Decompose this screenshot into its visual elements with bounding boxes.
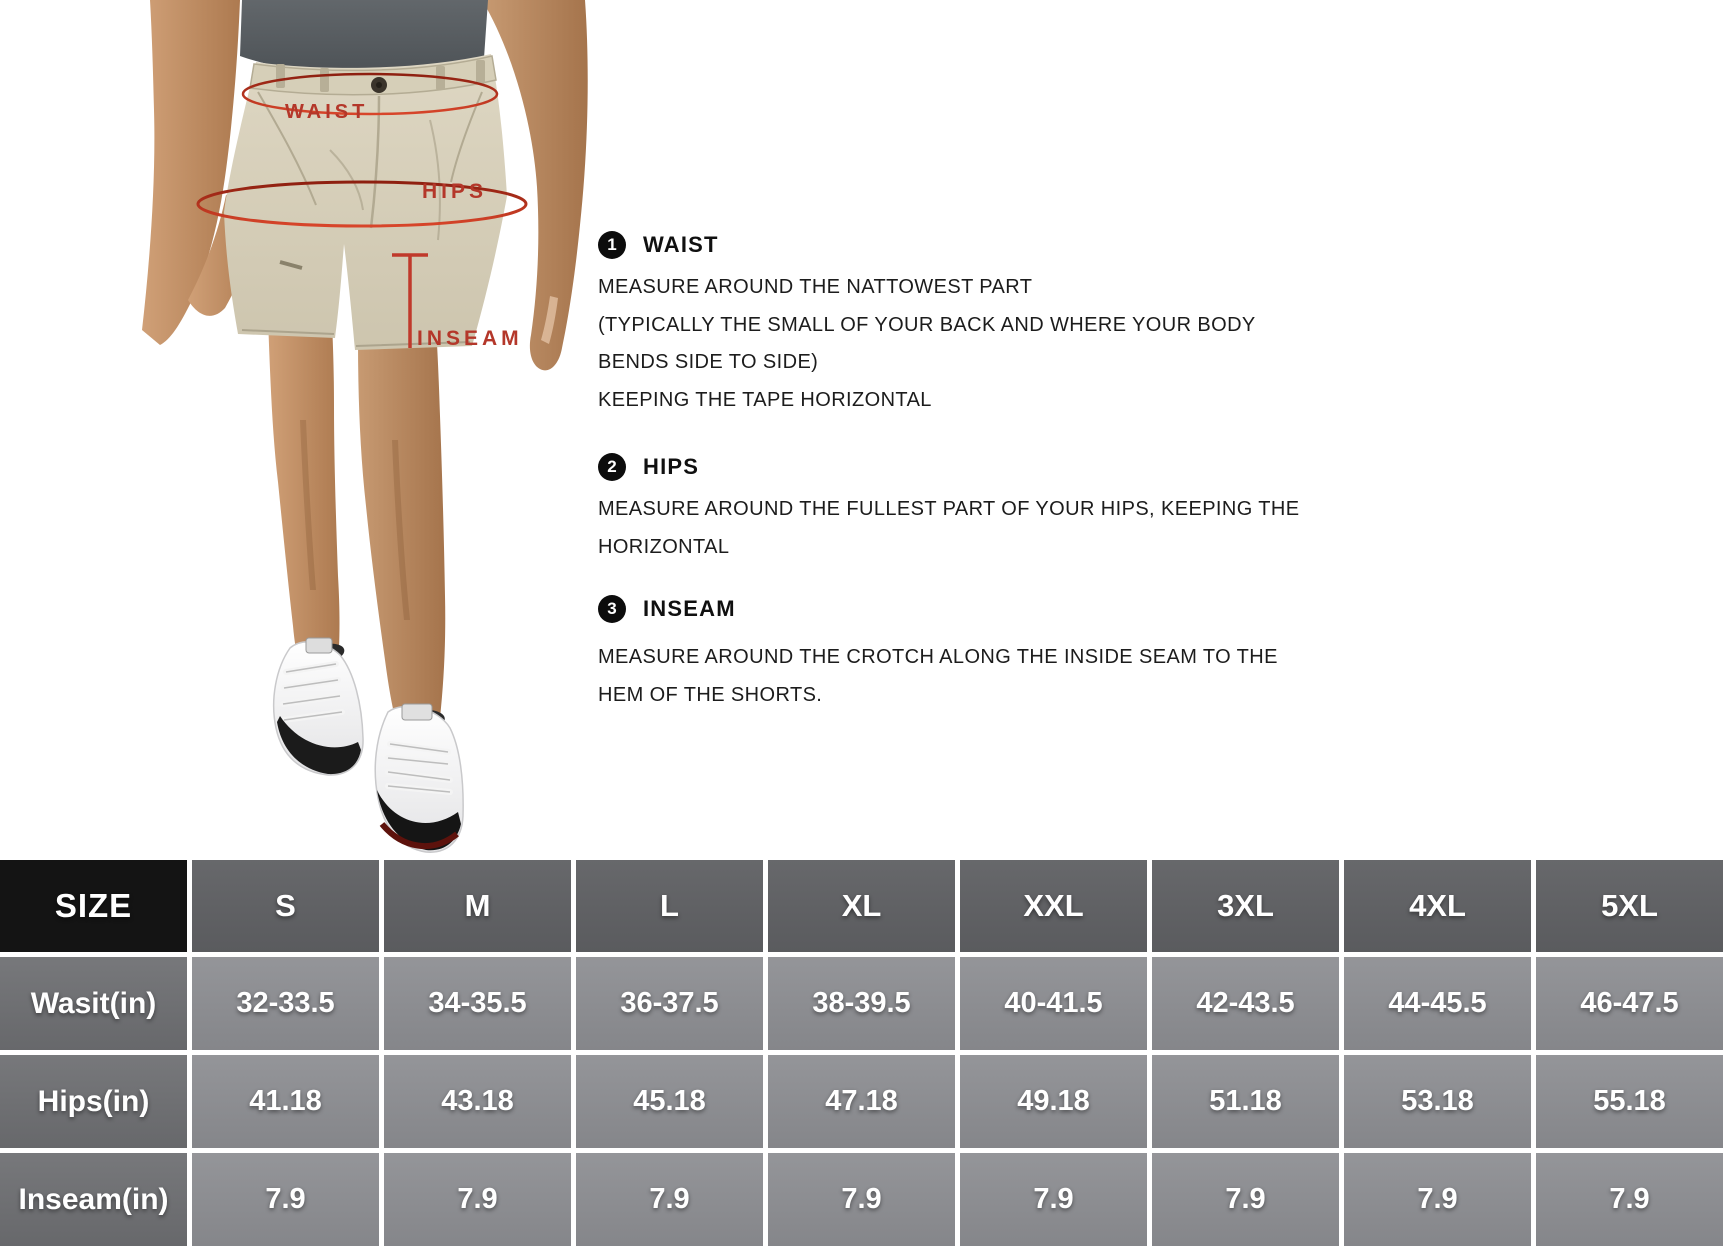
hips-value: 43.18 — [384, 1055, 571, 1148]
hips-value: 47.18 — [768, 1055, 955, 1148]
hips-annotation-label: HIPS — [422, 180, 488, 203]
inseam-value: 7.9 — [192, 1153, 379, 1246]
waist-annotation-label: WAIST — [285, 101, 369, 123]
inseam-value: 7.9 — [1344, 1153, 1531, 1246]
instruction-section-hips — [598, 452, 1299, 566]
right-shoe — [375, 704, 463, 852]
waist-value: 38-39.5 — [768, 957, 955, 1050]
inseam-value: 7.9 — [960, 1153, 1147, 1246]
hips-value: 55.18 — [1536, 1055, 1723, 1148]
instruction-line: KEEPING THE TAPE HORIZONTAL — [598, 388, 932, 411]
size-header-m: M — [384, 860, 571, 952]
instruction-line: (TYPICALLY THE SMALL OF YOUR BACK AND WHERE YOUR BODY — [598, 313, 1256, 336]
waist-value: 46-47.5 — [1536, 957, 1723, 1050]
model-illustration — [130, 0, 600, 862]
size-chart-table — [0, 860, 1723, 1246]
inseam-annotation-label: INSEAM — [417, 327, 523, 350]
instruction-line: MEASURE AROUND THE CROTCH ALONG THE INSIDE SEAM TO THE — [598, 646, 1278, 668]
waist-value: 40-41.5 — [960, 957, 1147, 1050]
number-badge-3: 3 — [598, 595, 626, 623]
waist-value: 34-35.5 — [384, 957, 571, 1050]
row-label-hips: Hips(in) — [0, 1055, 187, 1148]
number-badge-2: 2 — [598, 453, 626, 481]
size-header-xl: XL — [768, 860, 955, 952]
inseam-value: 7.9 — [384, 1153, 571, 1246]
row-label-waist: Wasit(in) — [0, 957, 187, 1050]
hips-value: 41.18 — [192, 1055, 379, 1148]
waist-value: 42-43.5 — [1152, 957, 1339, 1050]
number-badge-1: 1 — [598, 231, 626, 259]
hips-value: 45.18 — [576, 1055, 763, 1148]
size-header-4xl: 4XL — [1344, 860, 1531, 952]
measure-instructions — [598, 0, 1388, 860]
inseam-value: 7.9 — [576, 1153, 763, 1246]
section-title: WAIST — [643, 232, 719, 257]
size-header-l: L — [576, 860, 763, 952]
size-corner-header: SIZE — [0, 860, 187, 952]
size-header-xxl: XXL — [960, 860, 1147, 952]
size-header-5xl: 5XL — [1536, 860, 1723, 952]
inseam-value: 7.9 — [1536, 1153, 1723, 1246]
instruction-line: MEASURE AROUND THE NATTOWEST PART — [598, 276, 1033, 298]
instruction-line: HEM OF THE SHORTS. — [598, 683, 823, 706]
model-photo — [130, 0, 600, 862]
section-title: HIPS — [643, 454, 700, 479]
instruction-section-waist — [598, 230, 1256, 419]
instruction-line: HORIZONTAL — [598, 535, 730, 558]
hips-value: 49.18 — [960, 1055, 1147, 1148]
instruction-line: BENDS SIDE TO SIDE) — [598, 351, 819, 374]
waist-value: 44-45.5 — [1344, 957, 1531, 1050]
section-title: INSEAM — [643, 596, 736, 621]
row-label-inseam: Inseam(in) — [0, 1153, 187, 1246]
hips-value: 51.18 — [1152, 1055, 1339, 1148]
waist-value: 36-37.5 — [576, 957, 763, 1050]
hips-value: 53.18 — [1344, 1055, 1531, 1148]
waist-value: 32-33.5 — [192, 957, 379, 1050]
size-header-s: S — [192, 860, 379, 952]
inseam-value: 7.9 — [1152, 1153, 1339, 1246]
instruction-line: MEASURE AROUND THE FULLEST PART OF YOUR HIPS, KEEPING THE — [598, 498, 1300, 520]
size-header-3xl: 3XL — [1152, 860, 1339, 952]
inseam-value: 7.9 — [768, 1153, 955, 1246]
left-shoe — [274, 638, 363, 775]
instruction-section-inseam — [598, 594, 1278, 714]
